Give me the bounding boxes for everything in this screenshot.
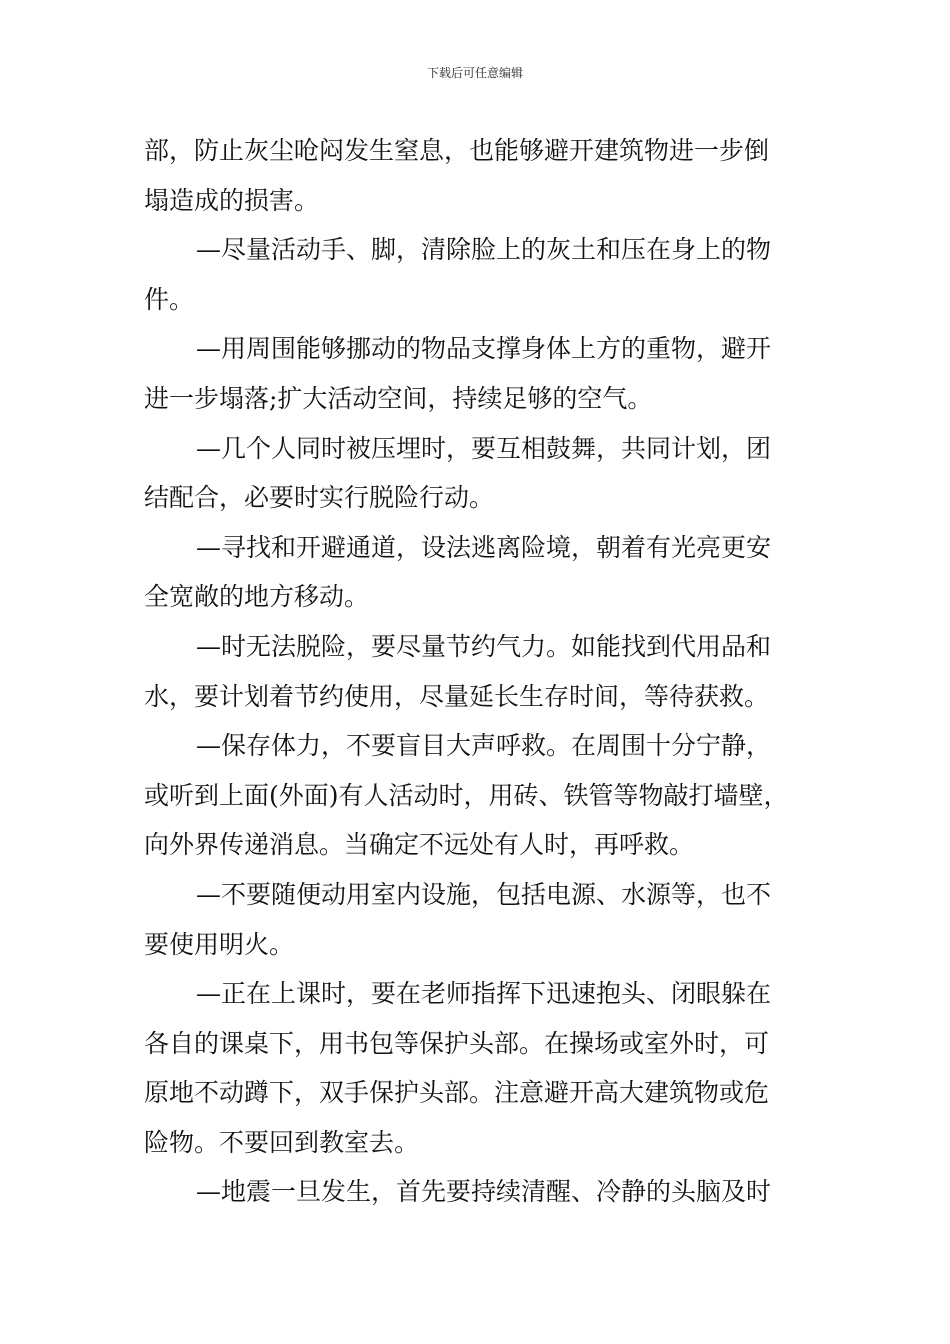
text-line: —寻找和开避通道，设法逃离险境，朝着有光亮更安 <box>196 532 772 562</box>
text-line: —用周围能够挪动的物品支撑身体上方的重物，避开 <box>196 334 772 364</box>
document-body <box>144 126 816 1217</box>
text-line: 要使用明火。 <box>144 929 295 959</box>
text-line: 全宽敞的地方移动。 <box>144 582 370 612</box>
text-line: 水，要计划着节约使用，尽量延长生存时间，等待获救。 <box>144 681 770 711</box>
text-line: —正在上课时，要在老师指挥下迅速抱头、闭眼躲在 <box>196 979 772 1009</box>
text-line: —尽量活动手、脚，清除脸上的灰土和压在身上的物 <box>196 235 772 265</box>
text-line: 塌造成的损害。 <box>144 185 320 215</box>
text-line: 各自的课桌下，用书包等保护头部。在操场或室外时，可 <box>144 1028 770 1058</box>
text-line: 进一步塌落;扩大活动空间，持续足够的空气。 <box>144 383 653 413</box>
text-line: —地震一旦发生，首先要持续清醒、冷静的头脑及时 <box>196 1177 772 1207</box>
text-line: 原地不动蹲下，双手保护头部。注意避开高大建筑物或危 <box>144 1078 770 1108</box>
text-line: —不要随便动用室内设施，包括电源、水源等，也不 <box>196 879 772 909</box>
text-line: 件。 <box>144 284 195 314</box>
text-line: —几个人同时被压埋时，要互相鼓舞，共同计划，团 <box>196 433 772 463</box>
text-line: —保存体力，不要盲目大声呼救。在周围十分宁静， <box>196 731 772 761</box>
text-line: 部，防止灰尘呛闷发生窒息，也能够避开建筑物进一步倒 <box>144 136 770 165</box>
text-line: 结配合，必要时实行脱险行动。 <box>144 483 495 513</box>
text-line: 险物。不要回到教室去。 <box>144 1127 420 1157</box>
text-line: 向外界传递消息。当确定不远处有人时，再呼救。 <box>144 830 695 860</box>
text-line: —时无法脱险，要尽量节约气力。如能找到代用品和 <box>196 631 772 661</box>
text-line: 或听到上面(外面)有人活动时，用砖、铁管等物敲打墙壁， <box>144 780 789 810</box>
page-header: 下载后可任意编辑 <box>426 66 523 80</box>
